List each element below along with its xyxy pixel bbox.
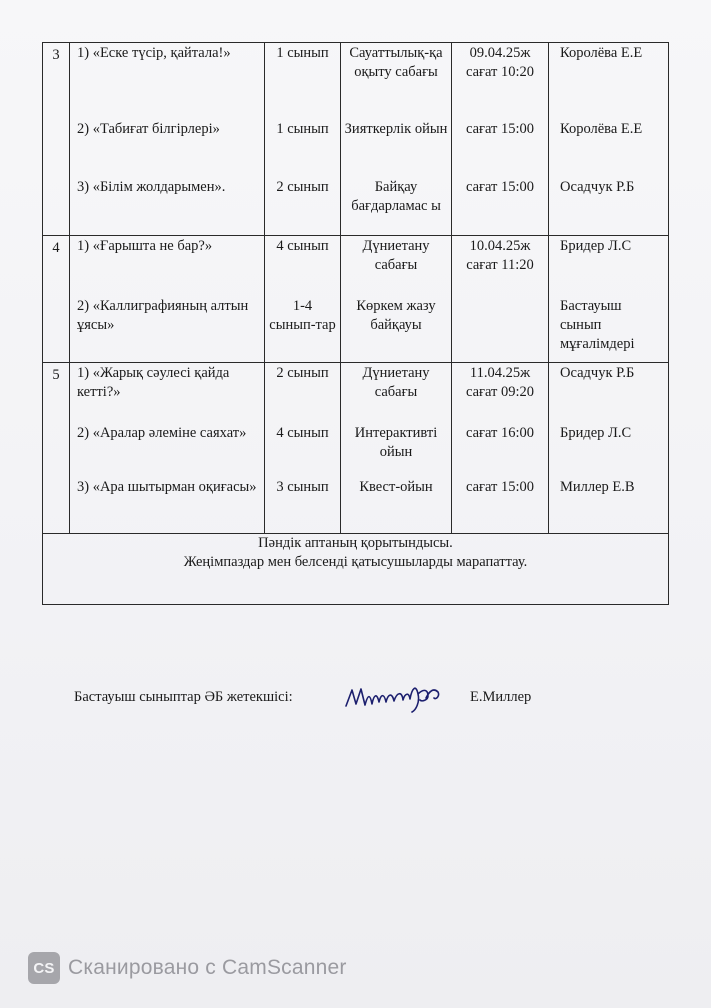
event-title-cell — [70, 236, 265, 363]
grade: 4 сынып — [276, 425, 329, 441]
event-title: 2) «Табиғат білгірлері» — [77, 121, 220, 137]
event-format: Квест-ойын — [359, 479, 433, 495]
date-time — [455, 296, 545, 362]
responsible-person: Миллер Е.В — [560, 479, 635, 495]
date-time: 10.04.25ж сағат 11:20 — [466, 238, 534, 273]
schedule-table — [42, 42, 669, 605]
event-title: 2) «Каллиграфияның алтын ұясы» — [77, 298, 249, 333]
responsible-person-cell — [549, 363, 669, 534]
responsible-person: Королёва Е.Е — [560, 121, 643, 137]
event-title: 1) «Ғарышта не бар?» — [77, 238, 213, 254]
grade: 1 сынып — [276, 45, 329, 61]
date-time-cell — [452, 43, 549, 236]
responsible-person-cell — [549, 236, 669, 363]
summary-line-2: Жеңімпаздар мен белсенді қатысушыларды марапаттау. — [183, 554, 528, 570]
event-format: Байқау бағдарламас ы — [351, 179, 441, 214]
date-time: сағат 15:00 — [465, 479, 535, 495]
event-title: 1) «Еске түсір, қайтала!» — [77, 45, 231, 61]
camscanner-watermark — [28, 952, 347, 984]
row-number: 4 — [43, 236, 70, 363]
event-format: Сауаттылық-қа оқыту сабағы — [349, 45, 443, 80]
date-time: сағат 16:00 — [465, 425, 535, 441]
event-format: Дүниетану сабағы — [362, 365, 430, 400]
event-format: Көркем жазу байқауы — [356, 298, 436, 333]
responsible-person: Осадчук Р.Б — [560, 365, 635, 381]
row-number: 3 — [43, 43, 70, 236]
responsible-person: Бастауыш сынып мұғалімдері — [560, 298, 635, 352]
event-format: Зияткерлік ойын — [344, 121, 448, 137]
responsible-person: Королёва Е.Е — [560, 45, 643, 61]
table-row — [43, 43, 669, 236]
grade: 1 сынып — [276, 121, 329, 137]
grade: 3 сынып — [276, 479, 329, 495]
event-title: 3) «Білім жолдарымен». — [77, 179, 226, 195]
event-format: Дүниетану сабағы — [362, 238, 430, 273]
responsible-person: Осадчук Р.Б — [560, 179, 635, 195]
date-time: 11.04.25ж сағат 09:20 — [465, 365, 535, 400]
signature-block — [74, 680, 531, 714]
signer-name: Е.Миллер — [470, 688, 532, 705]
camscanner-text: Сканировано с CamScanner — [68, 956, 347, 979]
signature-label: Бастауыш сыныптар ӘБ жетекшісі: — [74, 688, 293, 705]
event-title: 1) «Жарық сәулесі қайда кетті?» — [77, 365, 230, 400]
camscanner-logo-icon: CS — [28, 952, 60, 984]
date-time: сағат 15:00 — [465, 121, 535, 137]
table-row — [43, 363, 669, 534]
grade-cell — [265, 43, 341, 236]
responsible-person: Бридер Л.С — [560, 238, 632, 254]
event-format-cell — [341, 363, 452, 534]
date-time: сағат 15:00 — [465, 179, 535, 195]
event-format-cell — [341, 236, 452, 363]
handwritten-signature — [342, 680, 452, 714]
grade-cell — [265, 236, 341, 363]
responsible-person: Бридер Л.С — [560, 425, 632, 441]
event-title: 3) «Ара шытырман оқиғасы» — [77, 479, 257, 495]
table-row — [43, 236, 669, 363]
row-number: 5 — [43, 363, 70, 534]
grade: 2 сынып — [276, 179, 329, 195]
grade: 2 сынып — [276, 365, 329, 381]
event-format-cell — [341, 43, 452, 236]
event-format: Интерактивті ойын — [354, 425, 438, 460]
grade-cell — [265, 363, 341, 534]
date-time-cell — [452, 236, 549, 363]
grade: 1-4 сынып-тар — [269, 298, 336, 333]
summary-cell — [43, 534, 669, 605]
date-time: 09.04.25ж сағат 10:20 — [465, 45, 535, 80]
grade: 4 сынып — [276, 238, 329, 254]
event-title-cell — [70, 363, 265, 534]
date-time-cell — [452, 363, 549, 534]
event-title: 2) «Аралар әлеміне саяхат» — [77, 425, 247, 441]
summary-line-1: Пәндік аптаның қорытындысы. — [258, 535, 453, 551]
event-title-cell — [70, 43, 265, 236]
responsible-person-cell — [549, 43, 669, 236]
